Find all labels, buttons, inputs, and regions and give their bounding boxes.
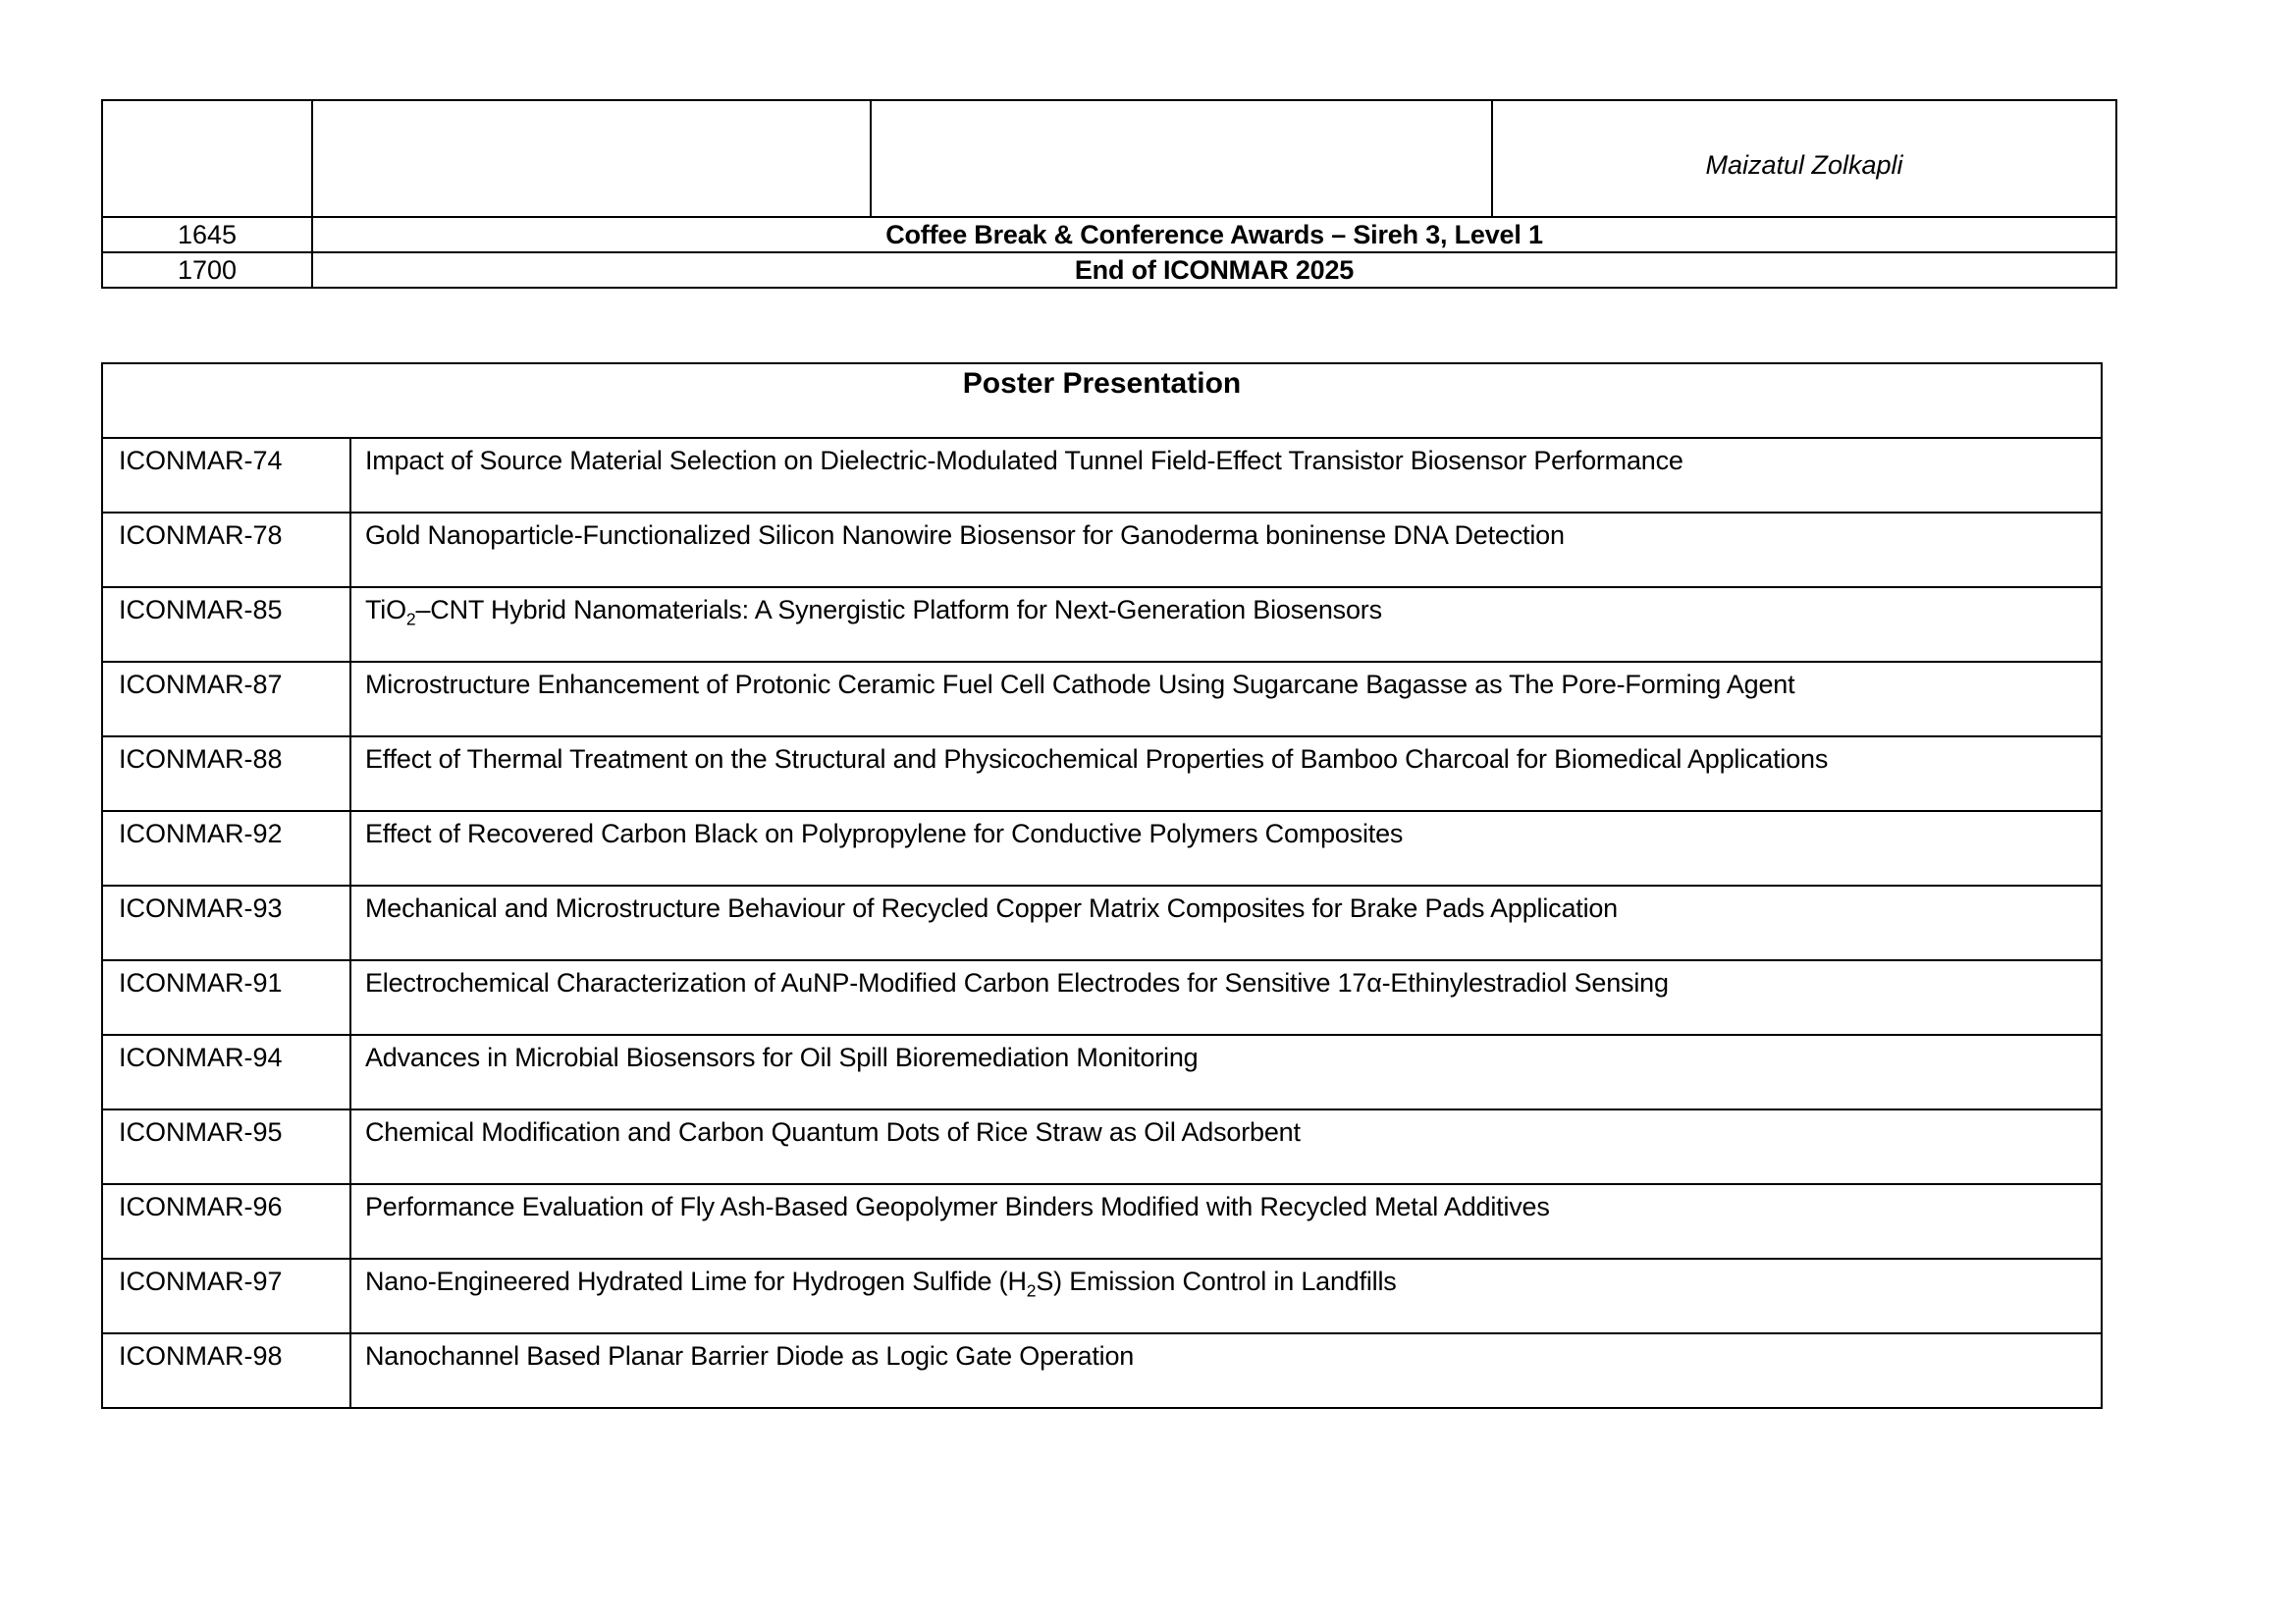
schedule-row <box>102 217 2116 252</box>
paper-code: ICONMAR-88 <box>102 736 350 811</box>
paper-code: ICONMAR-92 <box>102 811 350 886</box>
schedule-event: End of ICONMAR 2025 <box>312 252 2116 288</box>
chair-row <box>102 100 2116 217</box>
paper-title: Impact of Source Material Selection on Dielectric-Modulated Tunnel Field-Effect Transistor Biosensor Performance <box>350 438 2102 513</box>
schedule-time: 1645 <box>102 217 312 252</box>
subscript: 2 <box>1026 1280 1037 1301</box>
table-row <box>102 662 2102 736</box>
table-row <box>102 513 2102 587</box>
schedule-event: Coffee Break & Conference Awards – Sireh 3, Level 1 <box>312 217 2116 252</box>
paper-title: Advances in Microbial Biosensors for Oil Spill Bioremediation Monitoring <box>350 1035 2102 1109</box>
paper-code: ICONMAR-97 <box>102 1259 350 1333</box>
subscript: 2 <box>405 609 416 629</box>
table-row <box>102 1035 2102 1109</box>
table-row <box>102 886 2102 960</box>
schedule-table <box>101 99 2117 289</box>
schedule-row <box>102 252 2116 288</box>
paper-code: ICONMAR-74 <box>102 438 350 513</box>
chair-row-col2 <box>312 100 871 217</box>
paper-code: ICONMAR-98 <box>102 1333 350 1408</box>
paper-code: ICONMAR-91 <box>102 960 350 1035</box>
table-row <box>102 587 2102 662</box>
poster-table <box>101 362 2103 1409</box>
paper-title-part: TiO <box>365 595 406 624</box>
paper-title-part: –CNT Hybrid Nanomaterials: A Synergistic Platform for Next-Generation Biosensors <box>415 595 1382 624</box>
paper-code: ICONMAR-96 <box>102 1184 350 1259</box>
table-row <box>102 1259 2102 1333</box>
paper-title: Gold Nanoparticle-Functionalized Silicon Nanowire Biosensor for Ganoderma boninense DNA Detection <box>350 513 2102 587</box>
table-row <box>102 1109 2102 1184</box>
paper-code: ICONMAR-85 <box>102 587 350 662</box>
paper-code: ICONMAR-95 <box>102 1109 350 1184</box>
poster-heading: Poster Presentation <box>102 363 2102 438</box>
paper-title <box>350 587 2102 662</box>
table-row <box>102 1333 2102 1408</box>
chair-row-time <box>102 100 312 217</box>
table-row <box>102 1184 2102 1259</box>
table-row <box>102 736 2102 811</box>
paper-title: Effect of Recovered Carbon Black on Polypropylene for Conductive Polymers Composites <box>350 811 2102 886</box>
session-chair-name: Maizatul Zolkapli <box>1492 100 2116 217</box>
schedule-time: 1700 <box>102 252 312 288</box>
paper-title: Nanochannel Based Planar Barrier Diode as Logic Gate Operation <box>350 1333 2102 1408</box>
paper-code: ICONMAR-78 <box>102 513 350 587</box>
paper-title: Effect of Thermal Treatment on the Structural and Physicochemical Properties of Bamboo Charcoal for Biomedical Applications <box>350 736 2102 811</box>
paper-code: ICONMAR-94 <box>102 1035 350 1109</box>
paper-title: Performance Evaluation of Fly Ash-Based Geopolymer Binders Modified with Recycled Metal Additives <box>350 1184 2102 1259</box>
paper-title: Mechanical and Microstructure Behaviour of Recycled Copper Matrix Composites for Brake Pads Application <box>350 886 2102 960</box>
paper-code: ICONMAR-87 <box>102 662 350 736</box>
paper-title: Electrochemical Characterization of AuNP-Modified Carbon Electrodes for Sensitive 17α-Ethinylestradiol Sensing <box>350 960 2102 1035</box>
paper-title: Microstructure Enhancement of Protonic Ceramic Fuel Cell Cathode Using Sugarcane Bagasse as The Pore-Forming Agent <box>350 662 2102 736</box>
paper-code: ICONMAR-93 <box>102 886 350 960</box>
table-row <box>102 960 2102 1035</box>
table-row <box>102 438 2102 513</box>
chair-row-col3 <box>871 100 1492 217</box>
table-row <box>102 811 2102 886</box>
paper-title <box>350 1259 2102 1333</box>
poster-header-row <box>102 363 2102 438</box>
paper-title: Chemical Modification and Carbon Quantum Dots of Rice Straw as Oil Adsorbent <box>350 1109 2102 1184</box>
paper-title-part: S) Emission Control in Landfills <box>1036 1267 1397 1296</box>
paper-title-part: Nano-Engineered Hydrated Lime for Hydrogen Sulfide (H <box>365 1267 1027 1296</box>
